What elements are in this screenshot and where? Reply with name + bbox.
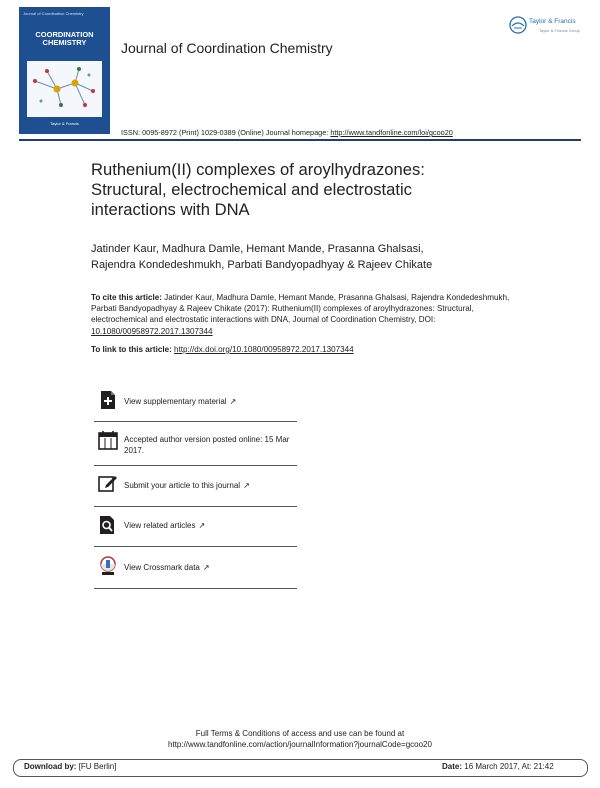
terms-notice: [0, 728, 600, 750]
issn-text: ISSN: 0095-8972 (Print) 1029-0389 (Online) Journal homepage:: [121, 128, 331, 137]
date-value: 16 March 2017, At: 21:42: [464, 762, 554, 771]
date-label: Date:: [442, 762, 463, 771]
article-title-line3: interactions with DNA: [91, 200, 250, 219]
action-related-articles[interactable]: [94, 506, 297, 547]
crossmark-icon: [98, 556, 118, 576]
external-link-icon: ↗: [198, 521, 206, 530]
action-supplementary[interactable]: [94, 384, 297, 422]
downloaded-by-value: [FU Berlin]: [78, 762, 117, 771]
article-link-line: [91, 345, 354, 354]
issn-line: [121, 128, 453, 137]
journal-name: Journal of Coordination Chemistry: [121, 40, 333, 56]
action-label: Submit your article to this journal ↗: [124, 481, 250, 490]
action-submit-article[interactable]: [94, 465, 297, 507]
action-crossmark[interactable]: [94, 546, 297, 589]
search-document-icon: [98, 515, 118, 535]
cover-title-line2: CHEMISTRY: [42, 38, 87, 47]
cover-journal-line: Journal of Coordination Chemistry: [23, 11, 84, 16]
calendar-icon: [98, 430, 118, 450]
action-accepted-version: [94, 421, 297, 466]
downloaded-by: [24, 762, 116, 771]
terms-url[interactable]: http://www.tandfonline.com/action/journalInformation?journalCode=gcoo20: [168, 740, 432, 749]
journal-cover-image: [19, 7, 110, 134]
publisher-logo-icon: [509, 16, 527, 34]
external-link-icon: ↗: [229, 397, 237, 406]
authors-line2: Rajendra Kondedeshmukh, Parbati Bandyopadhyay & Rajeev Chikate: [91, 259, 433, 271]
citation-block: [91, 292, 531, 337]
action-label: View Crossmark data ↗: [124, 563, 210, 572]
edit-icon: [98, 473, 118, 493]
authors-line1: Jatinder Kaur, Madhura Damle, Hemant Mande, Prasanna Ghalsasi,: [91, 243, 424, 255]
article-authors: [91, 241, 521, 273]
cover-title: [19, 31, 110, 47]
citation-label: To cite this article:: [91, 293, 162, 302]
cover-molecule-illustration: [27, 61, 102, 117]
publisher-logo[interactable]: [509, 14, 587, 38]
citation-doi[interactable]: 10.1080/00958972.2017.1307344: [91, 326, 213, 336]
header-divider: [19, 139, 581, 141]
download-info-bar: [13, 759, 588, 777]
publisher-logo-subtext: Taylor & Francis Group: [539, 28, 580, 33]
external-link-icon: ↗: [202, 563, 210, 572]
downloaded-by-label: Download by:: [24, 762, 77, 771]
citation-text: Jatinder Kaur, Madhura Damle, Hemant Mande, Prasanna Ghalsasi, Rajendra Kondedeshmukh, Parbati Bandyopadhyay & Rajeev Chikate (2017): Ruthenium(II) complexes of aroylhydrazones: Structural, electrochemical and electrostatic interactions with DNA, Journal of Coordination Chemistry, DOI:: [91, 293, 510, 325]
cover-title-line1: COORDINATION: [35, 30, 94, 39]
download-date: [442, 762, 554, 771]
article-title-line1: Ruthenium(II) complexes of aroylhydrazones:: [91, 160, 425, 179]
action-label: View supplementary material ↗: [124, 397, 237, 406]
publisher-logo-text: Taylor & Francis: [529, 18, 576, 25]
journal-homepage-link[interactable]: http://www.tandfonline.com/loi/gcoo20: [330, 128, 453, 137]
action-label: View related articles ↗: [124, 521, 206, 530]
external-link-icon: ↗: [243, 481, 250, 490]
action-label: Accepted author version posted online: 15 Mar 2017.: [124, 435, 290, 455]
article-doi-link[interactable]: http://dx.doi.org/10.1080/00958972.2017.1307344: [174, 345, 354, 354]
cover-publisher: Taylor & Francis: [50, 121, 79, 126]
article-title-line2: Structural, electrochemical and electrostatic: [91, 180, 412, 199]
terms-line1: Full Terms & Conditions of access and use can be found at: [195, 729, 405, 738]
link-label: To link to this article:: [91, 345, 175, 354]
plus-document-icon: [98, 390, 118, 410]
article-title: [91, 160, 511, 220]
